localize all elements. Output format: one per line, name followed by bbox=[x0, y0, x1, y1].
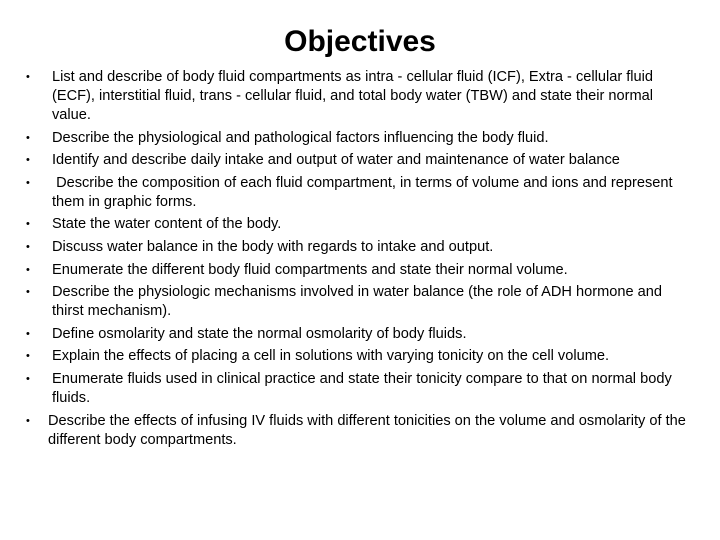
slide-title: Objectives bbox=[284, 25, 436, 58]
bullet-icon: • bbox=[26, 263, 30, 276]
bullet-icon: • bbox=[26, 218, 30, 231]
objective-text: Describe the physiologic mechanisms involved in water balance (the role of ADH hormone and thirst mechanism). bbox=[52, 284, 667, 320]
objective-item bbox=[0, 261, 720, 280]
bullet-icon: • bbox=[26, 286, 30, 299]
objective-item bbox=[0, 68, 720, 125]
objective-text: Describe the physiological and pathological factors influencing the body fluid. bbox=[52, 129, 549, 146]
bullet-icon: • bbox=[26, 154, 30, 167]
objective-item bbox=[0, 412, 720, 450]
objective-item bbox=[0, 283, 720, 321]
bullet-icon: • bbox=[26, 176, 30, 189]
objective-item bbox=[0, 370, 720, 408]
bullet-icon: • bbox=[26, 350, 30, 363]
objective-text: Describe the effects of infusing IV fluids with different tonicities on the volume and osmolarity of the different body compartments. bbox=[48, 412, 690, 448]
objective-item bbox=[0, 129, 720, 148]
bullet-icon: • bbox=[26, 414, 30, 427]
objective-text: Enumerate the different body fluid compartments and state their normal volume. bbox=[52, 261, 568, 278]
objective-text: Describe the composition of each fluid compartment, in terms of volume and ions and represent them in graphic forms. bbox=[52, 174, 677, 210]
objective-item bbox=[0, 174, 720, 212]
bullet-icon: • bbox=[26, 372, 30, 385]
objective-item bbox=[0, 238, 720, 257]
objective-item bbox=[0, 347, 720, 366]
objective-text: State the water content of the body. bbox=[52, 216, 282, 233]
objective-item bbox=[0, 215, 720, 234]
bullet-icon: • bbox=[26, 327, 30, 340]
objective-item bbox=[0, 325, 720, 344]
objective-text: Explain the effects of placing a cell in solutions with varying tonicity on the cell volume. bbox=[52, 348, 610, 365]
objective-text: List and describe of body fluid compartments as intra - cellular fluid (ICF), Extra - cellular fluid (ECF), interstitial fluid, trans - cellular fluid, and total body water (TBW) and state their normal value. bbox=[52, 69, 658, 123]
bullet-icon: • bbox=[26, 240, 30, 253]
objective-item bbox=[0, 151, 720, 170]
objective-text: Enumerate fluids used in clinical practice and state their tonicity compare to that on normal body fluids. bbox=[52, 370, 676, 406]
objectives-list bbox=[0, 68, 720, 453]
bullet-icon: • bbox=[26, 131, 30, 144]
objective-text: Identify and describe daily intake and output of water and maintenance of water balance bbox=[52, 152, 620, 169]
objective-text: Define osmolarity and state the normal osmolarity of body fluids. bbox=[52, 325, 467, 342]
objective-text: Discuss water balance in the body with regards to intake and output. bbox=[52, 238, 494, 255]
bullet-icon: • bbox=[26, 71, 30, 83]
